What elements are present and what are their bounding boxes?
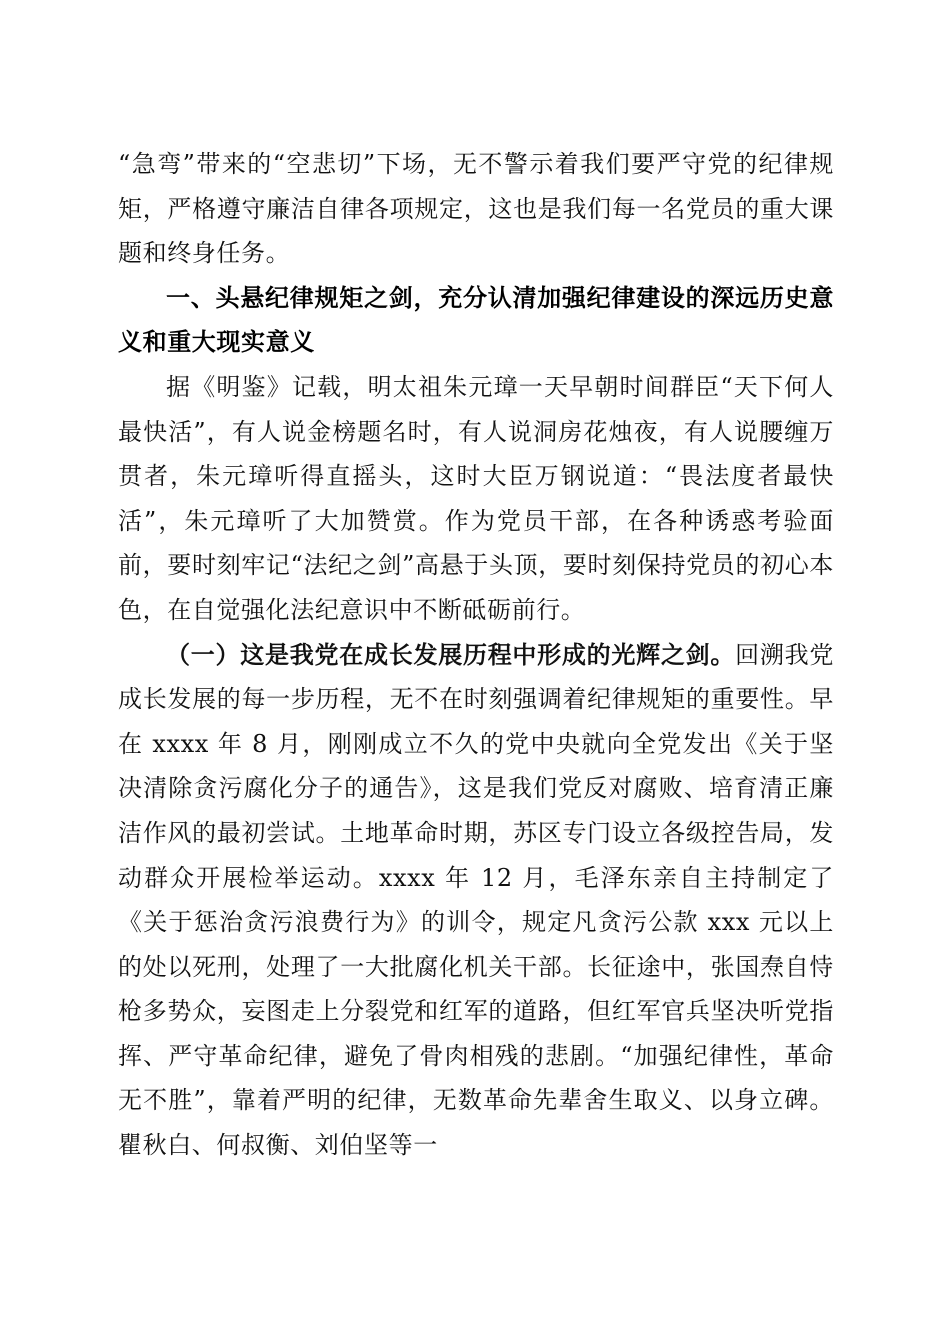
section-heading: 一、头悬纪律规矩之剑，充分认清加强纪律建设的深远历史意义和重大现实意义 [118, 283, 834, 357]
paragraph-subsection [118, 633, 834, 1168]
subsection-body: 回溯我党成长发展的每一步历程，无不在时刻强调着纪律规矩的重要性。早在 xxxx 年 8 月，刚刚成立不久的党中央就向全党发出《关于坚决清除贪污腐化分子的通告》，这是我们党反对腐败、培育清正廉洁作风的最初尝试。土地革命时期，苏区专门设立各级控告局，发动群众开展检举运动。xxxx 年 12 月，毛泽东亲自主持制定了《关于惩治贪污浪费行为》的训令，规定凡贪污公款 xxx 元以上的处以死刑，处理了一大批腐化机关干部。长征途中，张国焘自恃枪多势众，妄图走上分裂党和红军的道路，但红军官兵坚决听党指挥、严守革命纪律，避免了骨肉相残的悲剧。“加强纪律性，革命无不胜”，靠着严明的纪律，无数革命先辈舍生取义、以身立碑。瞿秋白、何叔衡、刘伯坚等一 [118, 640, 834, 1160]
paragraph-ming-jian: 据《明鉴》记载，明太祖朱元璋一天早朝时间群臣“天下何人最快活”，有人说金榜题名时，有人说洞房花烛夜，有人说腰缠万贯者，朱元璋听得直摇头，这时大臣万钢说道：“畏法度者最快活”，朱元璋听了大加赞赏。作为党员干部，在各种诱惑考验面前，要时刻牢记“法纪之剑”高悬于头顶，要时刻保持党员的初心本色，在自觉强化法纪意识中不断砥砺前行。 [118, 372, 834, 624]
paragraph-continuation: “急弯”带来的“空悲切”下场，无不警示着我们要严守党的纪律规矩，严格遵守廉洁自律各项规定，这也是我们每一名党员的重大课题和终身任务。 [118, 150, 834, 268]
document-body [118, 142, 834, 1168]
subsection-heading: （一）这是我党在成长发展历程中形成的光辉之剑。 [166, 639, 736, 669]
